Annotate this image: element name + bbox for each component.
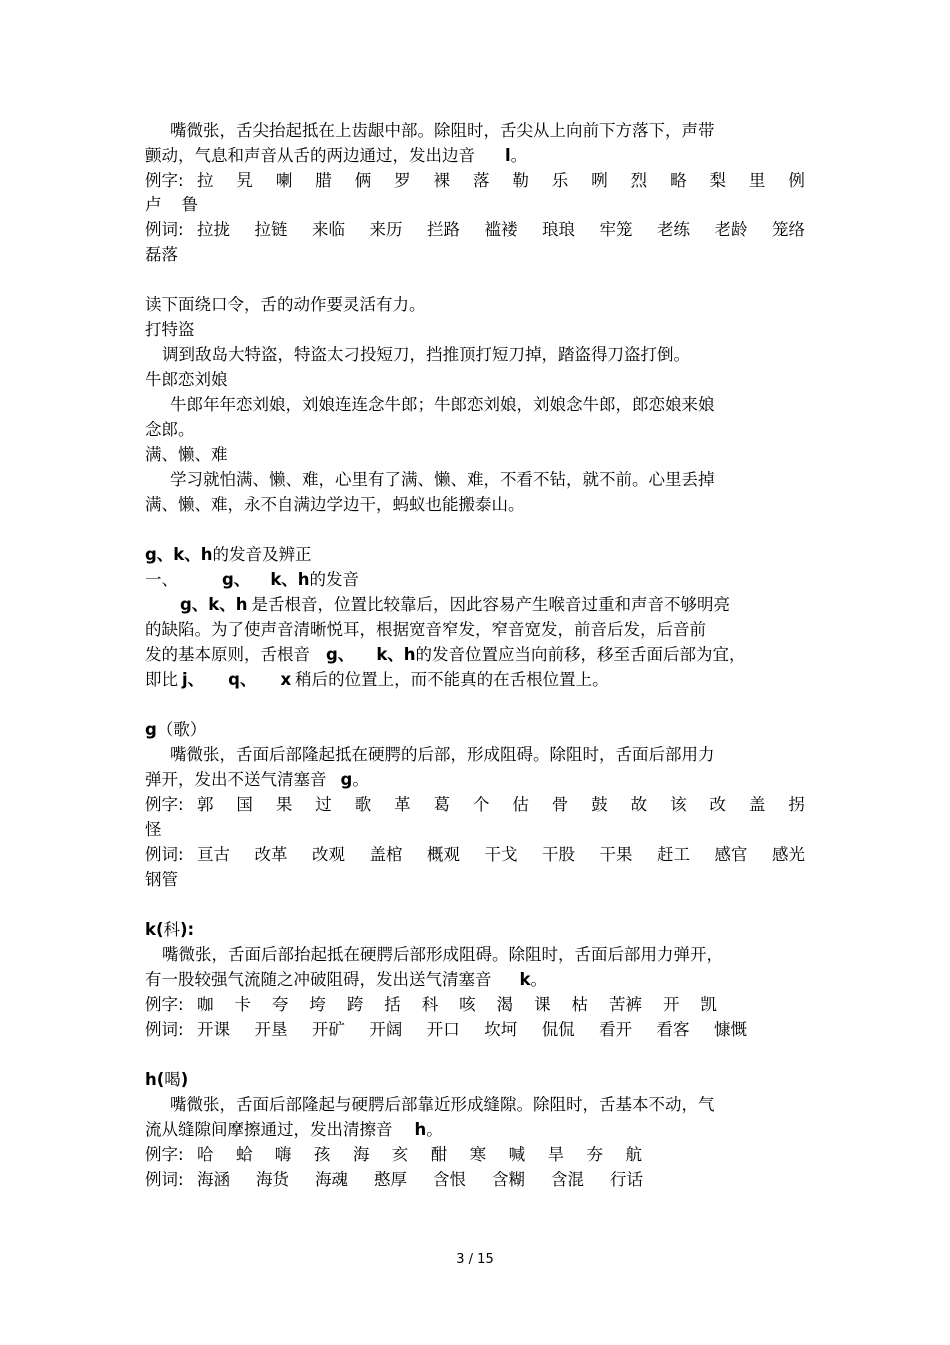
l-words-list	[197, 220, 805, 240]
example-word: 拦路	[427, 220, 460, 239]
example-char: 该	[670, 795, 687, 814]
tongue-twister-intro: 读下面绕口令，舌的动作要灵活有力。	[145, 295, 426, 314]
example-char: 航	[625, 1145, 642, 1164]
example-char: 咖	[197, 995, 214, 1014]
example-word: 笼络	[772, 220, 805, 239]
twister-1-text: 调到敌岛大特盗，特盗太刁投短刀，挡推顶打短刀掉，踏盗得刀盗打倒。	[162, 345, 690, 364]
example-char: 乐	[551, 171, 569, 190]
example-word: 开矿	[311, 1020, 345, 1039]
example-word: 看客	[656, 1020, 690, 1039]
example-char: 改	[709, 795, 726, 814]
example-char: 裸	[433, 171, 451, 190]
example-word: 赶工	[657, 845, 690, 864]
example-char: 喇	[275, 171, 293, 190]
example-char: 枯	[571, 995, 589, 1014]
example-word: 拉拢	[197, 220, 230, 239]
l-example-chars-row-2	[145, 195, 198, 215]
example-word: 海货	[256, 1170, 289, 1189]
k-chars-list	[197, 995, 717, 1015]
example-word: 盖棺	[369, 845, 403, 864]
example-char: 个	[472, 795, 490, 814]
example-word: 亘古	[197, 845, 230, 864]
l-description-line-1: 嘴微张，舌尖抬起抵在上齿龈中部。除阻时，舌尖从上向前下方落下，声带	[170, 121, 715, 140]
example-word: 憨厚	[374, 1170, 407, 1189]
example-word: 慷慨	[713, 1020, 747, 1039]
gkh-para-line-1: g、k、h 是舌根音，位置比较靠后，因此容易产生喉音过重和声音不够明亮	[180, 595, 731, 614]
example-char: 怪	[145, 820, 162, 839]
g-description-line-2: 弹开，发出不送气清塞音 g。	[145, 770, 369, 789]
example-word: 含恨	[433, 1170, 466, 1189]
twister-3-title: 满、懒、难	[145, 445, 228, 464]
example-char: 国	[236, 795, 253, 814]
example-chars-label: 例字:	[145, 995, 184, 1014]
example-char: 鲁	[181, 195, 198, 214]
example-char: 括	[384, 995, 401, 1014]
example-char: 开	[662, 995, 680, 1014]
example-word: 褴褛	[484, 220, 518, 239]
example-char: 落	[472, 171, 490, 190]
example-char: 果	[275, 795, 293, 814]
example-chars-label: 例字:	[145, 1145, 184, 1164]
example-char: 垮	[309, 995, 326, 1014]
example-char: 咧	[591, 171, 608, 190]
example-word: 开课	[197, 1020, 230, 1039]
example-word: 含糊	[492, 1170, 525, 1189]
page-number: 3 / 15	[456, 1252, 494, 1267]
example-char: 蛤	[235, 1145, 253, 1164]
example-word: 改革	[254, 845, 288, 864]
example-char: 过	[315, 795, 332, 814]
example-char: 咳	[459, 995, 476, 1014]
example-word: 钢管	[145, 870, 178, 889]
example-word: 感官	[714, 845, 748, 864]
example-word: 来临	[312, 220, 345, 239]
example-char: 课	[534, 995, 551, 1014]
k-words-list	[197, 1020, 747, 1040]
l-description-line-2: 颤动，气息和声音从舌的两边通过，发出边音 l。	[145, 146, 528, 165]
twister-3-line-2: 满、懒、难，永不自满边学边干，蚂蚁也能搬泰山。	[145, 495, 525, 514]
h-description-line-2: 流从缝隙间摩擦通过，发出清擦音 h。	[145, 1120, 443, 1139]
example-char: 例	[788, 171, 805, 190]
example-char: 郭	[197, 795, 214, 814]
example-char: 夯	[586, 1145, 604, 1164]
example-word: 侃侃	[541, 1020, 575, 1039]
g-example-words-row-2	[145, 870, 178, 890]
example-char: 拉	[197, 171, 214, 190]
example-word: 改观	[312, 845, 345, 864]
example-words-label: 例词:	[145, 1170, 184, 1189]
example-word: 干戈	[484, 845, 518, 864]
example-char: 旯	[236, 171, 253, 190]
example-word: 含混	[551, 1170, 584, 1189]
example-char: 罗	[394, 171, 411, 190]
example-char: 估	[512, 795, 529, 814]
example-word: 拉链	[254, 220, 288, 239]
example-char: 孩	[313, 1145, 331, 1164]
example-char: 嗨	[274, 1145, 292, 1164]
g-heading: g（歌）	[145, 720, 207, 739]
gkh-para-line-4: 即比 j、 q、 x 稍后的位置上，而不能真的在舌根位置上。	[145, 670, 609, 689]
g-chars-list	[197, 795, 805, 815]
example-char: 卢	[145, 195, 162, 214]
k-description-line-1: 嘴微张，舌面后部抬起抵在硬腭后部形成阻碍。除阻时，舌面后部用力弹开，	[162, 945, 723, 964]
example-char: 海	[352, 1145, 370, 1164]
example-word: 海涵	[197, 1170, 230, 1189]
twister-2-title: 牛郎恋刘娘	[145, 370, 228, 389]
gkh-subtitle: 一、 g、 k、h的发音	[145, 570, 360, 589]
example-char: 喊	[508, 1145, 526, 1164]
example-char: 凯	[700, 995, 717, 1014]
example-char: 里	[748, 171, 766, 190]
example-word: 行话	[610, 1170, 643, 1189]
twister-1-title: 打特盗	[145, 320, 195, 339]
h-heading: h(喝)	[145, 1070, 189, 1089]
example-word: 干股	[542, 845, 575, 864]
example-char: 故	[630, 795, 648, 814]
example-char: 鼓	[591, 795, 608, 814]
twister-3-line-1: 学习就怕满、懒、难，心里有了满、懒、难，不看不钻，就不前。心里丢掉	[170, 470, 715, 489]
example-words-label: 例词:	[145, 220, 184, 239]
example-word: 看开	[599, 1020, 633, 1039]
example-chars-label: 例字:	[145, 795, 184, 814]
twister-2-line-2: 念郎。	[145, 420, 195, 439]
example-word: 概观	[427, 845, 460, 864]
l-chars-list	[197, 171, 805, 191]
gkh-para-line-2: 的缺陷。为了使声音清晰悦耳，根据宽音窄发，窄音宽发，前音后发，后音前	[145, 620, 706, 639]
h-description-line-1: 嘴微张，舌面后部隆起与硬腭后部靠近形成缝隙。除阻时，舌基本不动，气	[170, 1095, 715, 1114]
example-word: 开口	[426, 1020, 460, 1039]
twister-2-line-1: 牛郎年年恋刘娘，刘娘连连念牛郎；牛郎恋刘娘，刘娘念牛郎，郎恋娘来娘	[170, 395, 715, 414]
example-word: 海魂	[315, 1170, 348, 1189]
h-words-list	[197, 1170, 643, 1190]
example-char: 骨	[551, 795, 569, 814]
example-words-label: 例词:	[145, 1020, 184, 1039]
l-letter: l	[505, 146, 511, 165]
example-word: 牢笼	[599, 220, 633, 239]
example-char: 寒	[469, 1145, 487, 1164]
g-description-line-1: 嘴微张，舌面后部隆起抵在硬腭的后部，形成阻碍。除阻时，舌面后部用力	[170, 745, 715, 764]
example-char: 亥	[391, 1145, 409, 1164]
example-word: 琅琅	[542, 220, 575, 239]
example-word: 干果	[599, 845, 633, 864]
g-words-list	[197, 845, 805, 865]
example-word: 磊落	[145, 245, 178, 264]
example-chars-label: 例字:	[145, 171, 184, 190]
example-char: 勒	[512, 171, 529, 190]
example-word: 开垦	[254, 1020, 288, 1039]
example-char: 酣	[430, 1145, 448, 1164]
example-char: 哈	[197, 1145, 214, 1164]
example-char: 烈	[630, 171, 648, 190]
example-word: 坎坷	[484, 1020, 518, 1039]
h-chars-list	[197, 1145, 642, 1165]
example-char: 葛	[433, 795, 451, 814]
example-char: 卡	[234, 995, 251, 1014]
example-char: 俩	[354, 171, 372, 190]
example-char: 苦裤	[608, 995, 642, 1014]
example-char: 腊	[315, 171, 332, 190]
k-description-line-2: 有一股较强气流随之冲破阻碍，发出送气清塞音 k。	[145, 970, 547, 989]
k-heading: k(科):	[145, 920, 195, 939]
example-char: 夸	[271, 995, 289, 1014]
gkh-section-title: g、k、h的发音及辨正	[145, 545, 312, 564]
l-example-words-row-2	[145, 245, 178, 265]
example-char: 旱	[547, 1145, 565, 1164]
example-char: 盖	[748, 795, 766, 814]
example-char: 歌	[354, 795, 372, 814]
g-example-chars-row-2	[145, 820, 162, 840]
example-char: 跨	[346, 995, 364, 1014]
example-char: 梨	[709, 171, 726, 190]
example-word: 老练	[657, 220, 690, 239]
example-word: 感光	[772, 845, 805, 864]
gkh-para-line-3: 发的基本原则，舌根音 g、 k、h的发音位置应当向前移，移至舌面后部为宜，	[145, 645, 746, 664]
example-word: 开阔	[369, 1020, 403, 1039]
example-char: 革	[394, 795, 411, 814]
example-words-label: 例词:	[145, 845, 184, 864]
example-char: 渴	[496, 995, 514, 1014]
example-char: 拐	[788, 795, 805, 814]
example-char: 略	[670, 171, 687, 190]
example-word: 老龄	[714, 220, 748, 239]
example-char: 科	[421, 995, 439, 1014]
example-word: 来历	[369, 220, 403, 239]
